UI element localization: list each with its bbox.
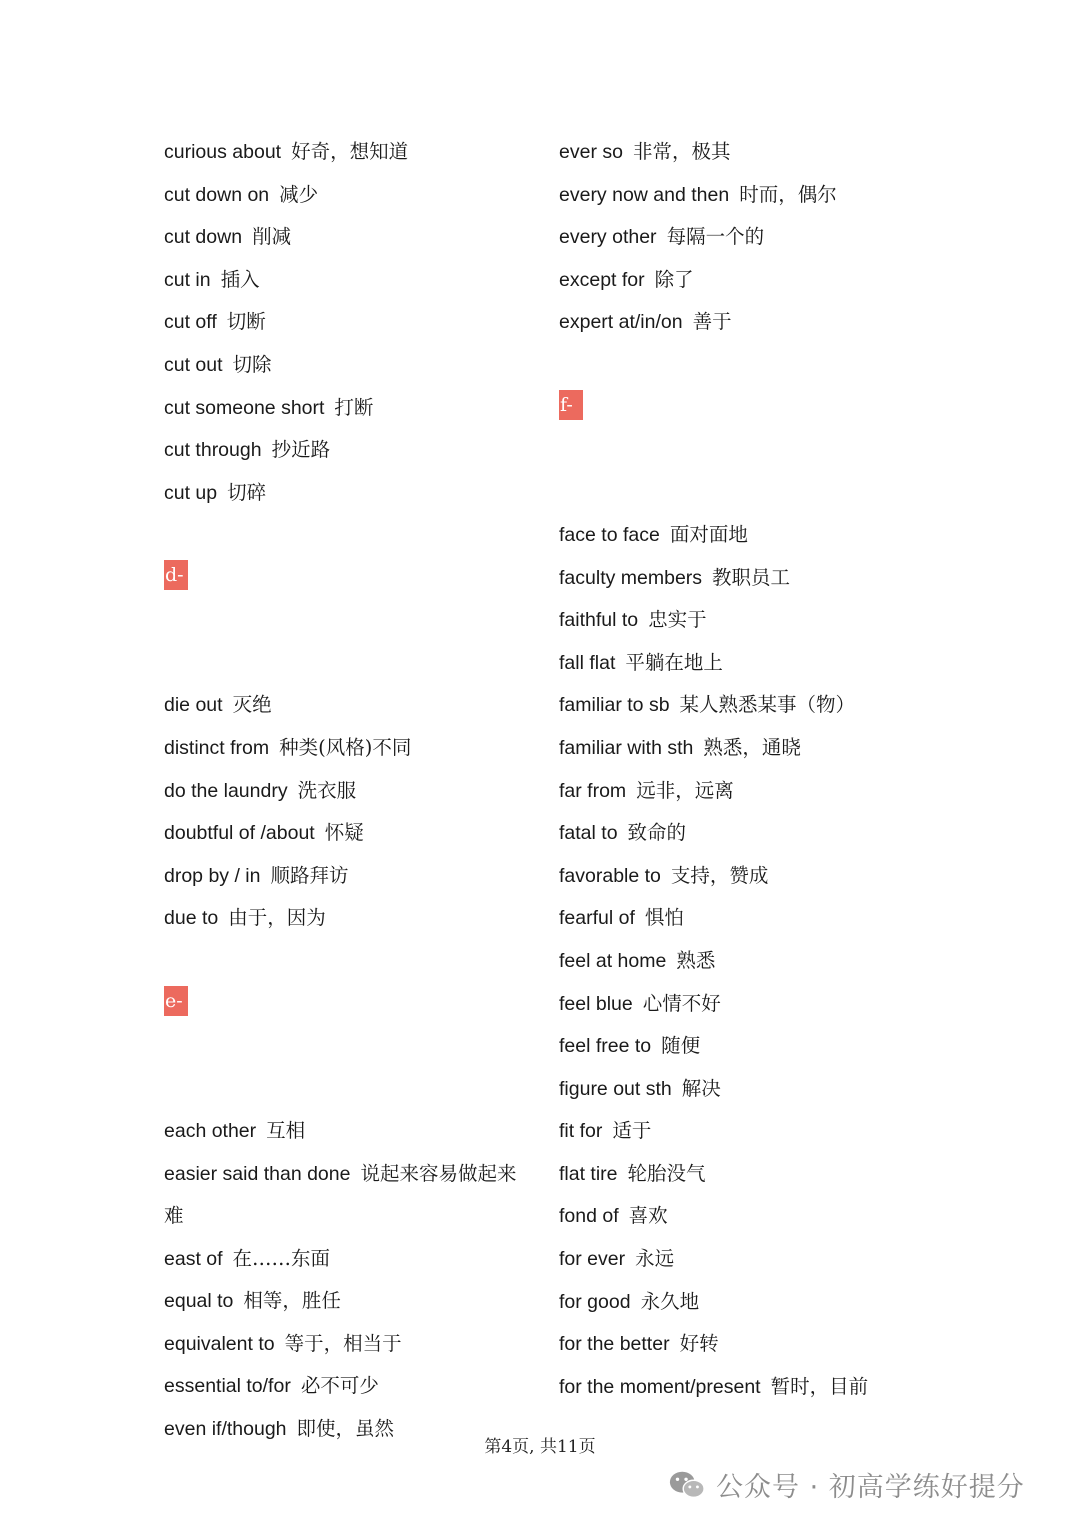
phrase-chinese: 好奇，想知道 [291, 140, 409, 163]
phrase-chinese: 必不可少 [300, 1374, 379, 1398]
phrase-chinese: 随便 [661, 1034, 701, 1058]
phrase-chinese: 灭绝 [232, 693, 272, 717]
phrase-entry [559, 1238, 939, 1281]
phrase-english: fit for [559, 1120, 603, 1143]
phrase-chinese: 插入 [220, 267, 260, 291]
phrase-entry [559, 1068, 939, 1111]
phrase-chinese: 平躺在地上 [625, 650, 723, 674]
phrase-chinese: 种类(风格)不同 [279, 735, 412, 759]
phrase-english: cut out [164, 353, 223, 376]
phrase-entry [164, 1238, 524, 1281]
phrase-english: cut someone short [164, 396, 325, 419]
phrase-english: drop by / in [164, 864, 261, 887]
phrase-english: cut off [164, 311, 217, 334]
phrase-entry [559, 855, 939, 898]
phrase-english: equivalent to [164, 1332, 275, 1355]
phrase-entry [559, 131, 939, 174]
phrase-entry [164, 727, 524, 770]
phrase-entry [559, 301, 939, 344]
phrase-entry [559, 1025, 939, 1068]
phrase-entry [559, 557, 939, 600]
section-header-d [164, 514, 524, 684]
phrase-entry [164, 1365, 524, 1408]
group-e [164, 1110, 524, 1451]
phrase-english: expert at/in/on [559, 311, 683, 334]
phrase-chinese: 非常，极其 [632, 140, 731, 163]
phrase-english: cut down [164, 226, 243, 249]
phrase-chinese: 心情不好 [642, 991, 721, 1015]
phrase-chinese: 减少 [279, 182, 319, 206]
phrase-chinese: 轮胎没气 [627, 1161, 706, 1185]
phrase-entry [559, 514, 939, 557]
watermark-text: 公众号 · 初高学练好提分 [716, 1472, 1025, 1503]
phrase-english: equal to [164, 1290, 234, 1313]
phrase-english: familiar to sb [559, 694, 670, 717]
watermark [668, 1465, 1025, 1504]
phrase-english: curious about [164, 141, 282, 163]
phrase-english: fond of [559, 1205, 619, 1228]
phrase-entry [164, 684, 524, 727]
phrase-english: easier said than done [164, 1162, 351, 1185]
left-column [164, 131, 524, 1451]
phrase-chinese: 互相 [266, 1118, 306, 1142]
phrase-chinese: 削减 [252, 225, 292, 249]
phrase-chinese: 教职员工 [712, 565, 791, 589]
phrase-chinese: 适于 [612, 1119, 652, 1143]
phrase-chinese: 切碎 [227, 480, 267, 504]
phrase-chinese: 洗衣服 [297, 778, 357, 802]
phrase-chinese: 顺路拜访 [270, 863, 349, 887]
phrase-entry [559, 983, 939, 1026]
phrase-english: do the laundry [164, 779, 288, 802]
phrase-chinese: 致命的 [627, 821, 687, 845]
phrase-english: even if/though [164, 1418, 287, 1441]
phrase-entry [164, 472, 524, 515]
phrase-english: die out [164, 694, 223, 717]
phrase-english: fatal to [559, 822, 618, 845]
phrase-entry [164, 387, 524, 430]
phrase-entry [164, 897, 524, 940]
phrase-english: every other [559, 226, 657, 249]
phrase-chinese: 等于，相当于 [284, 1331, 402, 1355]
phrase-english: for the better [559, 1333, 670, 1356]
phrase-chinese: 喜欢 [628, 1204, 668, 1228]
phrase-entry [559, 812, 939, 855]
phrase-entry [164, 812, 524, 855]
phrase-chinese: 在……东面 [232, 1246, 331, 1270]
phrase-english: every now and then [559, 183, 730, 206]
phrase-chinese: 切除 [232, 352, 272, 376]
phrase-english: cut through [164, 439, 262, 462]
phrase-english: feel blue [559, 992, 633, 1015]
phrase-english: for the moment/present [559, 1375, 761, 1398]
phrase-chinese: 时而，偶尔 [739, 182, 837, 206]
phrase-entry [559, 897, 939, 940]
phrase-chinese: 切断 [226, 310, 266, 334]
phrase-english: flat tire [559, 1162, 618, 1185]
phrase-entry [559, 1110, 939, 1153]
section-tag-d: d- [164, 560, 188, 590]
phrase-chinese: 善于 [692, 310, 732, 334]
page-number: 第4页, 共11页 [484, 1437, 596, 1457]
phrase-chinese: 打断 [334, 395, 374, 419]
phrase-chinese: 远非，远离 [636, 778, 734, 802]
phrase-entry [559, 1281, 939, 1324]
section-tag-e: e- [164, 986, 188, 1016]
phrase-entry [559, 1153, 939, 1196]
phrase-entry [559, 1366, 939, 1409]
phrase-entry [164, 1110, 524, 1153]
phrase-chinese: 面对面地 [669, 522, 748, 546]
group-c [164, 131, 524, 514]
phrase-chinese: 永远 [635, 1247, 675, 1271]
phrase-chinese: 即使，虽然 [296, 1417, 395, 1441]
phrase-english: feel free to [559, 1035, 652, 1058]
phrase-chinese: 说起来容易做起来难 [164, 1161, 517, 1228]
phrase-english: feel at home [559, 949, 667, 972]
phrase-entry [559, 259, 939, 302]
phrase-english: east of [164, 1247, 223, 1270]
phrase-english: essential to/for [164, 1375, 291, 1398]
phrase-english: cut down on [164, 183, 270, 206]
phrase-chinese: 解决 [681, 1076, 721, 1100]
phrase-entry [164, 216, 524, 259]
phrase-english: distinct from [164, 736, 270, 759]
phrase-entry [164, 344, 524, 387]
phrase-entry [164, 301, 524, 344]
phrase-chinese: 永久地 [640, 1289, 700, 1313]
phrase-entry [164, 429, 524, 472]
phrase-chinese: 怀疑 [324, 821, 364, 845]
phrase-chinese: 惧怕 [644, 906, 684, 930]
right-column [559, 131, 939, 1408]
phrase-entry [559, 727, 939, 770]
phrase-english: due to [164, 907, 219, 930]
phrase-entry [164, 174, 524, 217]
phrase-entry [559, 599, 939, 642]
phrase-chinese: 忠实于 [648, 608, 707, 632]
phrase-entry [559, 684, 939, 727]
phrase-english: faculty members [559, 566, 703, 589]
phrase-english: except for [559, 268, 645, 291]
phrase-english: fearful of [559, 907, 635, 930]
phrase-entry [164, 1153, 524, 1238]
group-f [559, 514, 939, 1408]
phrase-chinese: 熟悉 [676, 948, 716, 972]
phrase-english: face to face [559, 523, 660, 546]
section-header-e [164, 940, 524, 1110]
phrase-english: familiar with sth [559, 736, 694, 759]
phrase-entry [559, 642, 939, 685]
phrase-english: fall flat [559, 651, 616, 674]
phrase-entry [559, 1323, 939, 1366]
phrase-english: doubtful of /about [164, 822, 315, 845]
phrase-entry [559, 940, 939, 983]
phrase-chinese: 熟悉，通晓 [703, 735, 801, 759]
phrase-chinese: 每隔一个的 [666, 225, 765, 249]
section-header-f [559, 344, 939, 514]
phrase-english: figure out sth [559, 1077, 672, 1100]
phrase-chinese: 抄近路 [271, 438, 331, 462]
phrase-english: ever so [559, 141, 623, 163]
phrase-entry [164, 770, 524, 813]
phrase-entry [164, 1323, 524, 1366]
phrase-chinese: 某人熟悉某事（物） [679, 693, 856, 717]
phrase-entry [559, 174, 939, 217]
phrase-english: for ever [559, 1248, 626, 1271]
phrase-english: cut in [164, 268, 211, 291]
phrase-chinese: 由于，因为 [228, 906, 326, 930]
phrase-english: each other [164, 1119, 257, 1142]
phrase-entry [559, 216, 939, 259]
phrase-english: faithful to [559, 609, 639, 632]
phrase-entry [164, 855, 524, 898]
phrase-chinese: 好转 [679, 1332, 719, 1356]
phrase-chinese: 暂时，目前 [770, 1374, 869, 1398]
phrase-entry [164, 259, 524, 302]
section-tag-f: f- [559, 390, 583, 420]
phrase-chinese: 相等，胜任 [243, 1289, 341, 1313]
wechat-icon [668, 1468, 706, 1502]
group-d [164, 684, 524, 940]
phrase-english: cut up [164, 481, 218, 504]
phrase-entry [559, 1195, 939, 1238]
phrase-chinese: 支持，赞成 [670, 863, 769, 887]
phrase-entry [559, 770, 939, 813]
phrase-english: far from [559, 779, 627, 802]
phrase-english: for good [559, 1290, 631, 1313]
phrase-chinese: 除了 [654, 267, 694, 291]
phrase-entry [164, 131, 524, 174]
phrase-english: favorable to [559, 864, 661, 887]
phrase-entry [164, 1280, 524, 1323]
group-e-continued [559, 131, 939, 344]
